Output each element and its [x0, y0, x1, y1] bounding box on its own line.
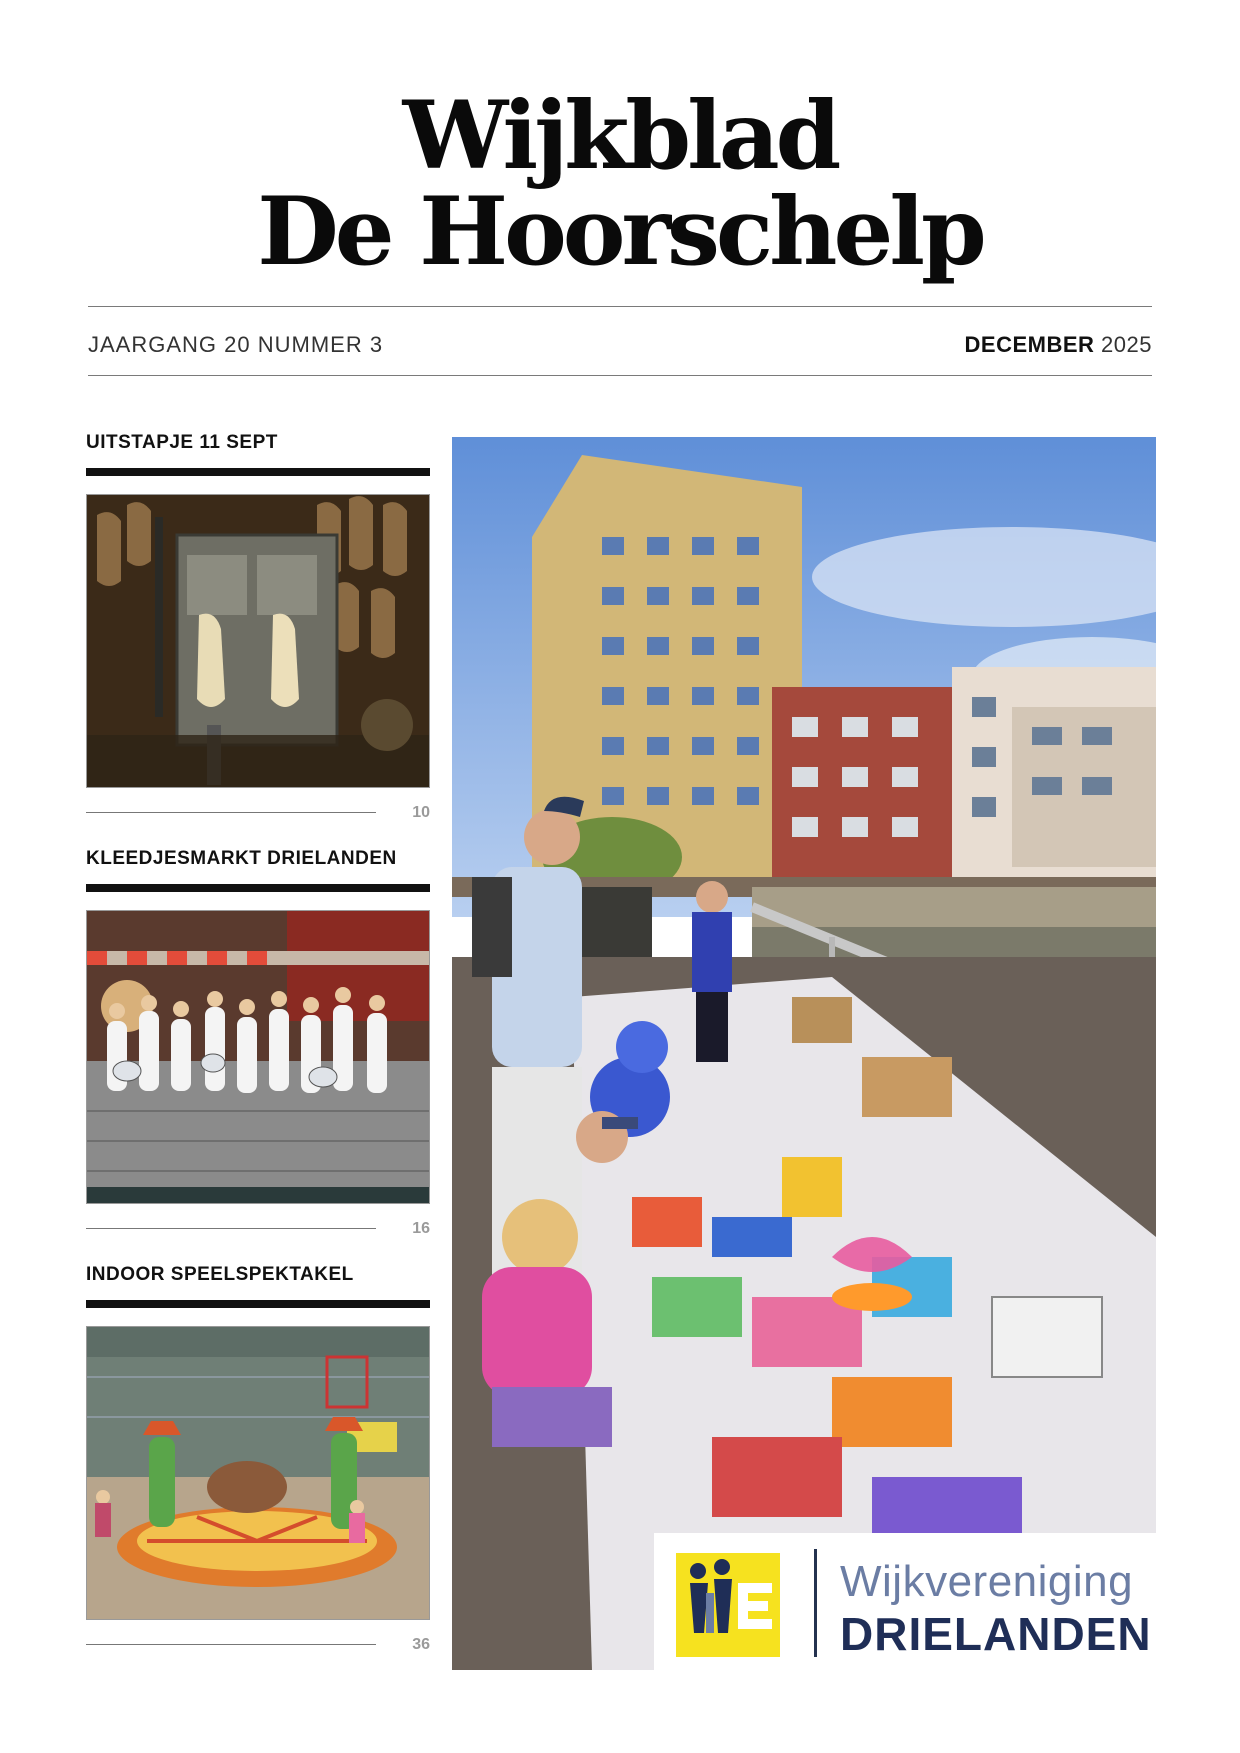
feature-title-bar	[86, 884, 430, 892]
issue-date	[965, 332, 1152, 358]
feature-footer	[86, 1216, 430, 1242]
magazine-title	[0, 81, 1240, 287]
page-number: 36	[412, 1636, 430, 1653]
header-rule-top	[88, 306, 1152, 307]
page-number: 10	[412, 804, 430, 821]
feature-title: UITSTAPJE 11 SEPT	[86, 432, 278, 453]
feature-title: KLEEDJESMARKT DRIELANDEN	[86, 848, 397, 869]
logo-line-2: DRIELANDEN	[840, 1608, 1152, 1660]
clog-making-machine-photo[interactable]	[86, 494, 430, 788]
feature-indoor-speelspektakel[interactable]	[86, 1264, 430, 1658]
logo-divider	[814, 1549, 817, 1657]
title-line-2: De Hoorschelp	[257, 177, 983, 287]
issue-year: 2025	[1101, 332, 1152, 357]
logo-mark-icon	[676, 1553, 780, 1657]
footer-rule	[86, 1644, 376, 1645]
issue-volume: JAARGANG 20 NUMMER 3	[88, 332, 384, 357]
footer-rule	[86, 1228, 376, 1229]
feature-title-bar	[86, 468, 430, 476]
drum-band-performance-photo[interactable]	[86, 910, 430, 1204]
feature-kleedjesmarkt[interactable]	[86, 848, 430, 1242]
feature-footer	[86, 800, 430, 826]
feature-footer	[86, 1632, 430, 1658]
title-line-1: Wijkblad	[402, 81, 838, 191]
feature-uitstapje[interactable]	[86, 432, 430, 826]
flea-market-by-the-water-photo[interactable]	[452, 437, 1156, 1670]
footer-rule	[86, 812, 376, 813]
header-rule-bottom	[88, 375, 1152, 376]
issue-month: DECEMBER	[964, 332, 1095, 357]
page-number: 16	[412, 1220, 430, 1237]
feature-title-bar	[86, 1300, 430, 1308]
feature-title: INDOOR SPEELSPEKTAKEL	[86, 1264, 354, 1285]
logo-line-1: Wijkvereniging	[840, 1557, 1134, 1606]
wijkvereniging-logo	[654, 1533, 1156, 1670]
inflatable-bull-ride-photo[interactable]	[86, 1326, 430, 1620]
